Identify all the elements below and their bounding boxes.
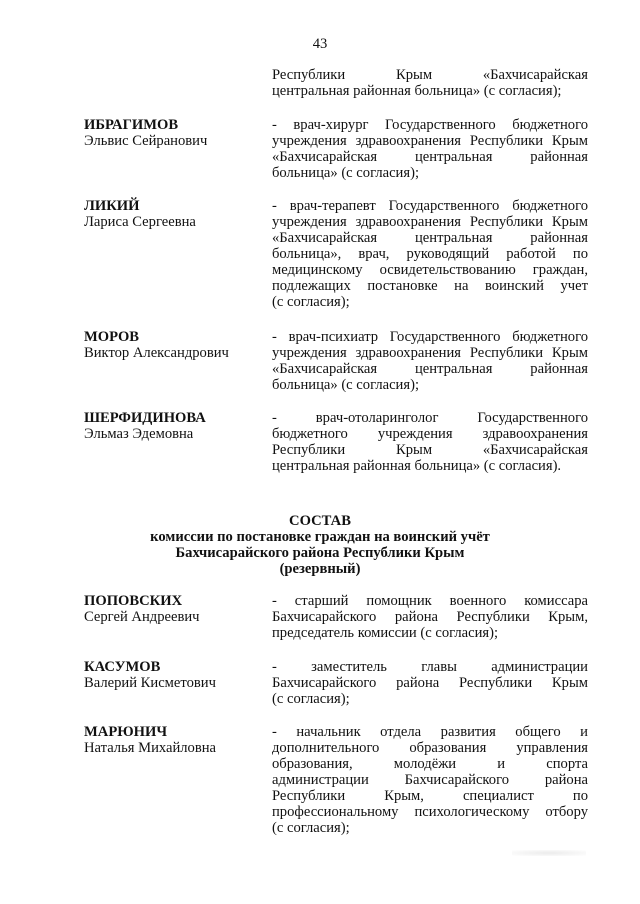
text-line: «Бахчисарайская центральная районная <box>272 230 588 246</box>
member-name <box>84 410 264 442</box>
member-given-name: Эльмаз Эдемовна <box>84 426 194 442</box>
continuation-description <box>272 67 588 99</box>
text-line: (с согласия); <box>272 294 350 310</box>
member-role <box>272 329 588 393</box>
heading-line-3: (резервный) <box>279 561 361 577</box>
member-name <box>84 117 264 149</box>
member-name <box>84 724 264 756</box>
member-surname: ШЕРФИДИНОВА <box>84 410 206 426</box>
member-role <box>272 410 588 474</box>
member-role <box>272 659 588 707</box>
text-line: - врач-психиатр Государственного бюджетного <box>272 329 588 345</box>
member-surname: ИБРАГИМОВ <box>84 117 179 133</box>
text-line: администрации Бахчисарайского района <box>272 772 588 788</box>
heading-line-1: комиссии по постановке граждан на воинский учёт <box>150 529 490 545</box>
text-line: дополнительного образования управления <box>272 740 588 756</box>
member-surname: КАСУМОВ <box>84 659 161 675</box>
text-line: больница», врач, руководящий работой по <box>272 246 588 262</box>
member-name <box>84 198 264 230</box>
member-role <box>272 117 588 181</box>
member-name <box>84 329 264 361</box>
text-line: «Бахчисарайская центральная районная <box>272 361 588 377</box>
member-role <box>272 198 588 310</box>
section-heading <box>0 513 640 577</box>
text-line: Республики Крым, специалист по <box>272 788 588 804</box>
page-number: 43 <box>312 36 328 52</box>
member-surname: ЛИКИЙ <box>84 198 140 214</box>
text-line: - врач-хирург Государственного бюджетного <box>272 117 588 133</box>
heading-line-2: Бахчисарайского района Республики Крым <box>175 545 465 561</box>
member-given-name: Наталья Михайловна <box>84 740 217 756</box>
text-line: - врач-отоларинголог Государственного <box>272 410 588 426</box>
text-line: больница» (с согласия); <box>272 165 419 181</box>
member-role <box>272 724 588 836</box>
member-given-name: Виктор Александрович <box>84 345 229 361</box>
text-line: учреждения здравоохранения Республики Крым <box>272 133 588 149</box>
member-given-name: Валерий Кисметович <box>84 675 216 691</box>
text-line: бюджетного учреждения здравоохранения <box>272 426 588 442</box>
text-line: Бахчисарайского района Республики Крым <box>272 675 588 691</box>
text-line: Бахчисарайского района Республики Крым, <box>272 609 588 625</box>
member-given-name: Сергей Андреевич <box>84 609 200 625</box>
member-given-name: Лариса Сергеевна <box>84 214 196 230</box>
text-line: учреждения здравоохранения Республики Крым <box>272 214 588 230</box>
text-line: больница» (с согласия); <box>272 377 419 393</box>
text-line: Республики Крым «Бахчисарайская <box>272 67 588 83</box>
text-line: - начальник отдела развития общего и <box>272 724 588 740</box>
text-line: - старший помощник военного комиссара <box>272 593 588 609</box>
member-surname: МОРОВ <box>84 329 140 345</box>
text-line: (с согласия); <box>272 691 350 707</box>
member-given-name: Эльвис Сейранович <box>84 133 208 149</box>
text-line: (с согласия); <box>272 820 350 836</box>
member-surname: МАРЮНИЧ <box>84 724 168 740</box>
text-line: профессиональному психологическому отбору <box>272 804 588 820</box>
text-line: - врач-терапевт Государственного бюджетного <box>272 198 588 214</box>
text-line: образования, молодёжи и спорта <box>272 756 588 772</box>
text-line: Республики Крым «Бахчисарайская <box>272 442 588 458</box>
text-line: центральная районная больница» (с согласия). <box>272 458 562 474</box>
member-surname: ПОПОВСКИХ <box>84 593 183 609</box>
text-line: подлежащих постановке на воинский учет <box>272 278 588 294</box>
text-line: «Бахчисарайская центральная районная <box>272 149 588 165</box>
heading-title: СОСТАВ <box>289 513 351 529</box>
text-line: центральная районная больница» (с согласия); <box>272 83 562 99</box>
member-role <box>272 593 588 641</box>
scan-smudge <box>512 850 586 856</box>
text-line: учреждения здравоохранения Республики Крым <box>272 345 588 361</box>
text-line: - заместитель главы администрации <box>272 659 588 675</box>
member-name <box>84 593 264 625</box>
text-line: медицинскому освидетельствованию граждан, <box>272 262 588 278</box>
text-line: председатель комиссии (с согласия); <box>272 625 499 641</box>
member-name <box>84 659 264 691</box>
